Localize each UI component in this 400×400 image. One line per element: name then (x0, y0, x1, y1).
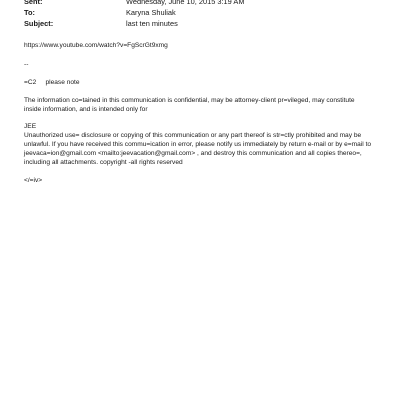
subject-value: last ten minutes (126, 19, 178, 28)
subject-label: Subject: (24, 19, 54, 28)
to-row (24, 7, 384, 18)
sent-label: Sent: (24, 0, 43, 6)
unauthorized-line-3: jeevaca=ion@gmail.com <mailto:jeevacation@gmail.com> , and destroy this communication and all copies thereo=, (24, 150, 362, 157)
confidential-line-2: inside information, and is intended only for (24, 106, 148, 113)
signature: JEE (24, 123, 37, 130)
confidential-line-1: The information co=tained in this communication is confidential, may be attorney-client pr=vileged, may constitute (24, 97, 355, 104)
note-line: =C2 please note (24, 79, 80, 86)
to-label: To: (24, 8, 35, 17)
email-header (24, 0, 384, 29)
sent-row (24, 0, 384, 7)
youtube-link[interactable]: https://www.youtube.com/watch?v=FgScrGt9xmg (24, 42, 168, 49)
unauthorized-line-2: unlawful. If you have received this commu=ication in error, please notify us immediately by return e-mail or by e=mail to (24, 141, 372, 148)
subject-row (24, 18, 384, 29)
unauthorized-line-1: Unauthorized use= disclosure or copying of this communication or any part thereof is str=ctly prohibited and may be (24, 132, 362, 139)
closing-tag: </=iv> (24, 177, 43, 184)
unauthorized-line-4: including all attachments. copyright -all rights reserved (24, 159, 183, 166)
to-value: Karyna Shuliak (126, 8, 176, 17)
separator: -- (24, 61, 29, 68)
sent-value: Wednesday, June 10, 2015 3:19 AM (126, 0, 245, 6)
